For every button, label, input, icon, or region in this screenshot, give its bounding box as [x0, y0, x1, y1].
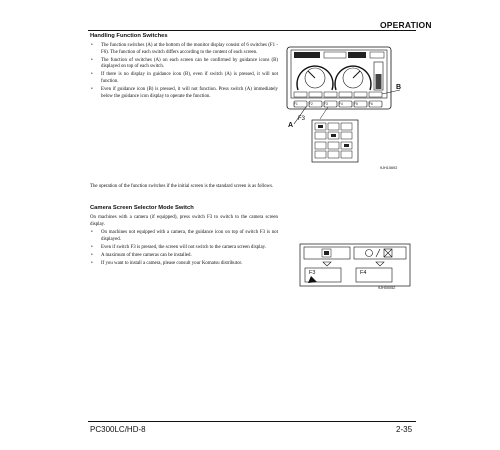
- list-item: • If you want to install a camera, please consult your Komatsu distributor.: [91, 261, 243, 267]
- function-key-labels: [294, 102, 384, 108]
- camera-title: Camera Screen Selector Mode Switch: [90, 205, 194, 211]
- figure-code: 9JH10692: [380, 166, 398, 170]
- list-item: • The function switches (A) at the bottom of the monitor display consist of 6 switches (F1 - F6). The function of each switch differs according to the content of each screen.: [91, 43, 278, 55]
- key-label-f2: F2: [309, 101, 313, 106]
- camera-bullets: [90, 230, 278, 267]
- figure-code-2: 9JH00052: [378, 286, 396, 290]
- key-label-f6: F6: [369, 101, 373, 106]
- footer-model: PC300LC/HD-8: [90, 425, 146, 434]
- callout-f3: F3: [298, 116, 306, 122]
- monitor-figure: [284, 44, 416, 176]
- handling-title: Handling Function Switches: [90, 33, 168, 39]
- label-b: B: [396, 84, 402, 91]
- label-a: A: [288, 122, 294, 129]
- monitor-illustration: [284, 44, 416, 176]
- handling-bullets: [90, 43, 278, 100]
- list-item: • A maximum of three cameras can be installed.: [91, 252, 192, 258]
- key-label-f3: F3: [324, 101, 328, 106]
- handling-section: [90, 33, 278, 102]
- switch-illustration: [296, 240, 416, 292]
- camera-section: [90, 205, 278, 269]
- after-text-block: [90, 184, 416, 191]
- footer-rule: [88, 421, 416, 422]
- key-label-f4: F4: [339, 101, 343, 106]
- list-item: • If there is no display in guidance icon (B), even if switch (A) is pressed, it will not function.: [91, 72, 278, 84]
- camera-intro: On machines with a camera (if equipped), press switch F3 to switch to the camera screen display.: [90, 215, 278, 227]
- header-rule: [88, 30, 416, 31]
- switch-figure: [296, 240, 416, 292]
- key-label-f1: F1: [294, 101, 298, 106]
- section-title: OPERATION: [380, 20, 432, 30]
- key-label-f5: F5: [354, 101, 358, 106]
- list-item: • The function of switches (A) on each screen can be confirmed by guidance icons (B) displayed on top of each switch.: [91, 57, 278, 70]
- switch-f3-label: F3: [309, 270, 316, 276]
- list-item: • Even if guidance icon (B) is pressed, it will not function. Press switch (A) immediately below the guidance icon display to operate the function.: [91, 87, 278, 99]
- list-item: • On machines not equipped with a camera, the guidance icon on top of switch F3 is not displayed.: [91, 230, 278, 242]
- page-number: 2-35: [396, 425, 413, 434]
- after-text: The operation of the function switches if the initial screen is the standard screen is as follows.: [90, 184, 274, 189]
- switch-f4-label: F4: [360, 270, 367, 276]
- list-item: • Even if switch F3 is pressed, the screen will not switch to the camera screen display.: [91, 244, 266, 250]
